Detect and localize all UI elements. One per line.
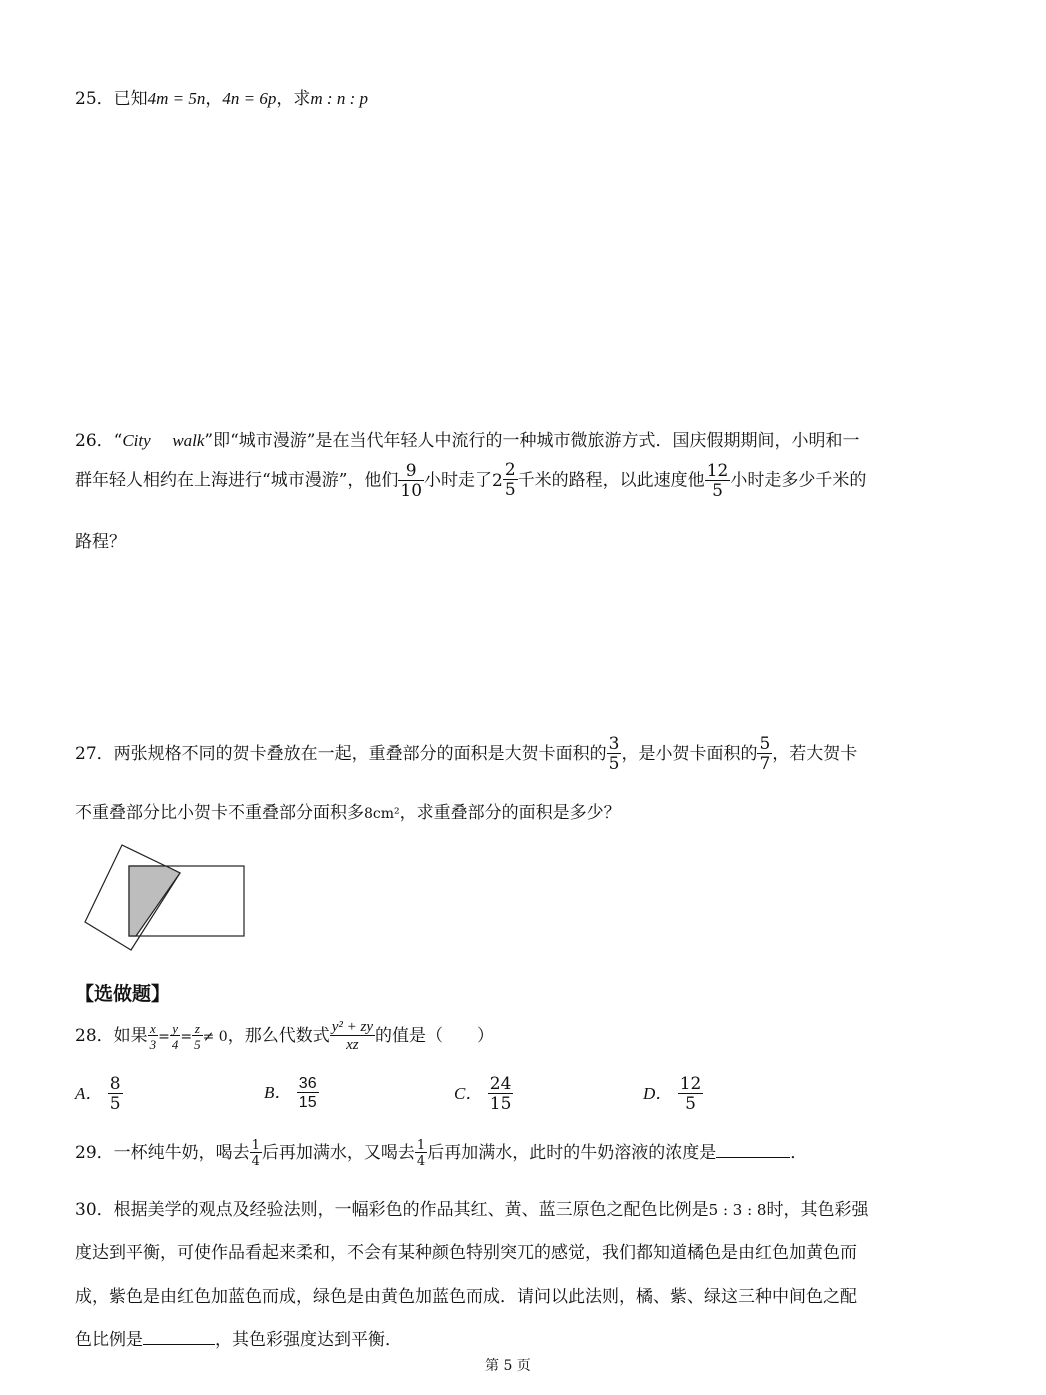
numerator: 8 <box>109 1074 121 1094</box>
q30-line4-a: 色比例是 <box>75 1330 143 1350</box>
q28-fraction-y <box>170 1022 181 1051</box>
q27-line1-a: 两张规格不同的贺卡叠放在一起，重叠部分的面积是大贺卡面积的 <box>113 744 607 764</box>
q26-distance-fraction <box>503 462 518 499</box>
numerator: 12 <box>679 1074 702 1094</box>
denominator: 5 <box>678 1093 704 1113</box>
section-heading: 【选做题】 <box>75 983 171 1005</box>
question-28 <box>75 1020 494 1053</box>
denominator: 7 <box>759 754 771 774</box>
q29-number: 29． <box>75 1143 114 1163</box>
q26-number: 26． <box>75 431 114 451</box>
q25-sep1: ， <box>205 89 223 109</box>
q28-option-c[interactable] <box>454 1076 513 1113</box>
denominator: 3 <box>149 1037 157 1052</box>
q28-fraction-z <box>192 1022 203 1051</box>
numerator: 24 <box>489 1074 512 1094</box>
q25-ask: m : n : p <box>310 89 368 108</box>
q29-fraction-2 <box>415 1139 427 1168</box>
denominator: 4 <box>251 1154 260 1169</box>
q26-line1-rest: ”即“城市漫游”是在当代年轻人中流行的一种城市微旅游方式．国庆假期期间，小明和一 <box>204 431 860 451</box>
numerator: 2 <box>504 460 516 480</box>
not-equal-zero: ≠ 0 <box>202 1029 228 1045</box>
denominator: xz <box>330 1035 375 1053</box>
option-letter: A． <box>75 1084 103 1103</box>
q29-part-c: 后再加满水，此时的牛奶溶液的浓度是 <box>427 1143 717 1163</box>
overlapping-cards-figure <box>80 840 255 955</box>
q26-line2-c: 千米的路程，以此速度他 <box>517 470 705 491</box>
q29-answer-blank[interactable] <box>716 1143 790 1158</box>
q26-line2-d: 小时走多少千米的 <box>730 470 867 491</box>
q25-eq2: 4n = 6p <box>222 89 277 108</box>
q26-line2-a: 群年轻人相约在上海进行“城市漫游”，他们 <box>75 470 399 491</box>
q25-eq1: 4m = 5n <box>147 89 206 108</box>
numerator: y <box>172 1021 179 1036</box>
q26-city-word2: walk <box>172 431 205 450</box>
numerator: 1 <box>251 1138 260 1153</box>
denominator: 15 <box>489 1094 512 1114</box>
whole: 2 <box>492 470 503 491</box>
question-27-line1 <box>75 736 857 773</box>
equals: = <box>158 1029 170 1045</box>
page-number: 第 5 页 <box>485 1358 531 1374</box>
q27-area-value: 8cm² <box>364 806 400 822</box>
question-29 <box>75 1138 807 1168</box>
numerator: x <box>150 1021 156 1036</box>
q30-number: 30． <box>75 1200 114 1220</box>
option-fraction <box>297 1076 319 1111</box>
denominator: 4 <box>171 1037 179 1052</box>
q30-line3: 成，紫色是由红色加蓝色而成，绿色是由黄色加蓝色而成．请问以此法则，橘、紫、绿这三种中间色之配 <box>75 1287 857 1307</box>
q27-fraction-2 <box>757 736 772 773</box>
question-27-line2 <box>75 798 621 823</box>
q28-expression-fraction <box>330 1020 375 1053</box>
q26-time2-fraction <box>705 460 731 501</box>
q28-fraction-x <box>148 1022 159 1051</box>
q29-end: ． <box>790 1143 808 1163</box>
q27-line1-c: ，若大贺卡 <box>772 744 858 764</box>
denominator: 5 <box>194 1037 201 1052</box>
q25-number: 25． <box>75 89 114 109</box>
option-letter: B． <box>264 1083 292 1102</box>
q30-line2: 度达到平衡，可使作品看起来柔和，不会有某种颜色特别突兀的感觉，我们都知道橘色是由红色加黄色而 <box>75 1243 857 1263</box>
q30-line1-b: 时，其色彩强 <box>766 1200 869 1220</box>
q26-time-fraction <box>398 460 424 501</box>
q26-quote: “ <box>113 431 123 451</box>
denominator: 5 <box>504 480 516 500</box>
q28-number: 28． <box>75 1026 114 1046</box>
q26-city-word1: City <box>122 431 151 450</box>
numerator: 9 <box>405 460 417 481</box>
q30-line1-a: 根据美学的观点及经验法则，一幅彩色的作品其红、黄、蓝三原色之配色比例是 <box>113 1200 709 1220</box>
denominator: 5 <box>109 1094 121 1114</box>
question-30-line1 <box>75 1195 868 1220</box>
q28-mid: ，那么代数式 <box>227 1026 330 1046</box>
q26-distance-mixed-number <box>492 462 518 499</box>
q26-line3: 路程？ <box>75 532 126 552</box>
q30-answer-blank[interactable] <box>143 1330 215 1345</box>
q27-number: 27． <box>75 744 114 764</box>
denominator: 15 <box>298 1094 317 1111</box>
denominator: 4 <box>416 1154 426 1169</box>
q27-line2-b: ，求重叠部分的面积是多少？ <box>399 803 621 823</box>
q29-part-a: 一杯纯牛奶，喝去 <box>113 1143 250 1163</box>
denominator: 10 <box>400 480 423 501</box>
option-fraction <box>488 1076 514 1113</box>
question-30-line4 <box>75 1325 402 1350</box>
question-26-line1 <box>75 426 860 451</box>
numerator: y² + zy <box>331 1019 373 1035</box>
overlap-region <box>129 866 180 936</box>
equals: = <box>180 1029 193 1045</box>
option-letter: D． <box>643 1084 673 1103</box>
numerator: 5 <box>759 734 771 754</box>
q28-lead: 如果 <box>113 1026 148 1046</box>
numerator: 1 <box>416 1138 426 1153</box>
q26-line2-b: 小时走了 <box>424 470 493 491</box>
option-fraction <box>108 1076 123 1113</box>
numerator: z <box>194 1021 200 1036</box>
q30-ratio: 5 : 3 : 8 <box>708 1201 767 1219</box>
q25-sep2: ，求 <box>276 89 311 109</box>
q30-line4-b: ，其色彩强度达到平衡． <box>215 1330 402 1350</box>
numerator: 36 <box>298 1075 317 1092</box>
option-letter: C． <box>454 1084 483 1103</box>
option-fraction <box>678 1076 704 1113</box>
q27-fraction-1 <box>607 736 622 773</box>
q28-option-d[interactable] <box>643 1076 703 1113</box>
q29-part-b: 后再加满水，又喝去 <box>261 1143 415 1163</box>
q27-line2-a: 不重叠部分比小贺卡不重叠部分面积多 <box>75 803 364 823</box>
numerator: 3 <box>608 734 620 754</box>
question-25 <box>75 84 368 109</box>
q27-line1-b: ，是小贺卡面积的 <box>621 744 758 764</box>
denominator: 5 <box>608 754 620 774</box>
q28-option-a[interactable] <box>75 1076 123 1113</box>
question-26-line2 <box>75 462 866 500</box>
q28-option-b[interactable] <box>264 1076 319 1111</box>
q29-fraction-1 <box>250 1139 262 1168</box>
q25-lead: 已知 <box>113 89 148 109</box>
numerator: 12 <box>706 460 729 481</box>
q28-tail: 的值是（ ） <box>374 1026 494 1046</box>
denominator: 5 <box>705 480 731 500</box>
